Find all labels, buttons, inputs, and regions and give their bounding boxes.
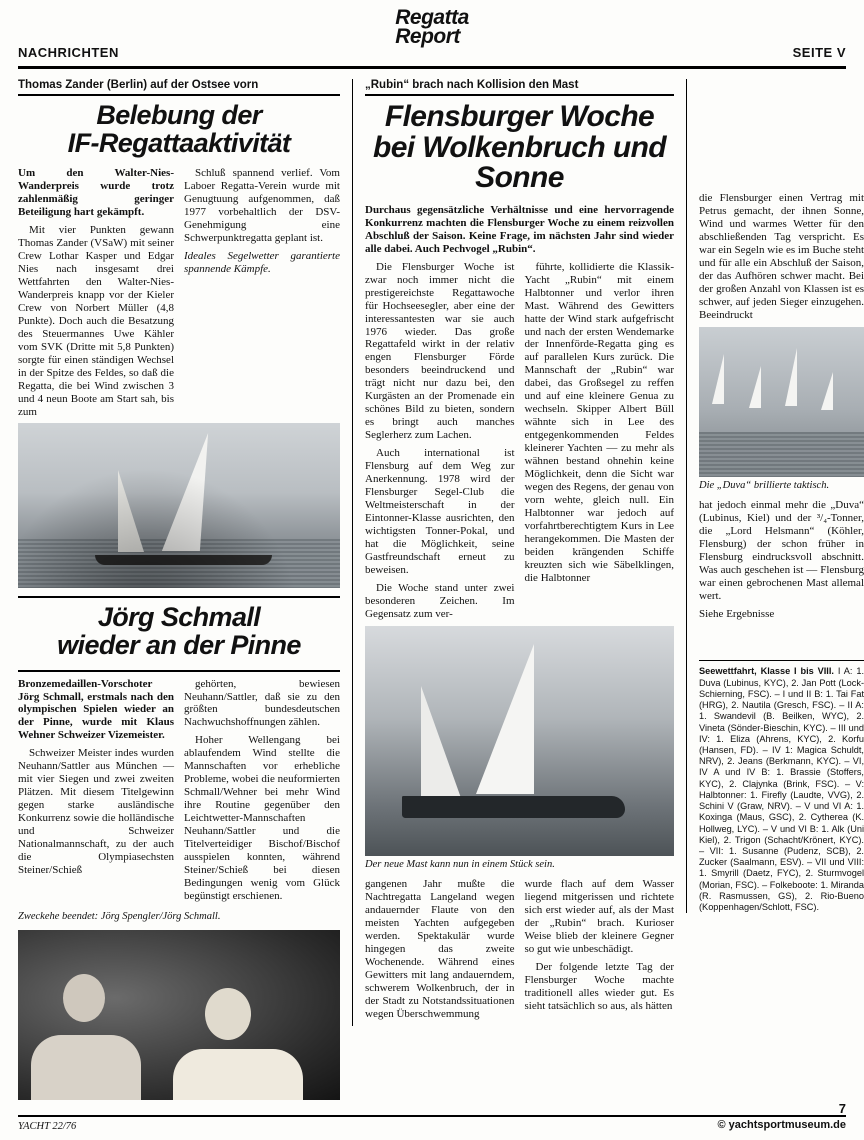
photo-water (18, 539, 340, 589)
masthead-page-label: SEITE V (792, 45, 846, 60)
divider-results (699, 660, 864, 661)
article-center-subcol-1 (365, 261, 515, 626)
results-block (699, 666, 864, 913)
article-right-p2: hat jedoch einmal mehr die „Duva“ (Lubinus, Kiel) und der ³/₄-Tonner, die „Lord Helsmann“ (Köhler, Flensburg) der schon früher in Flensburg eindrucksvoll abschnitt. Was auch geschehen ist — Flensburg war einen gebrochenen Mast allemal wert. (699, 498, 864, 602)
photo-if-dinghy (18, 423, 340, 588)
photo-person-1-head (63, 974, 105, 1022)
headline-line-1: Belebung der (96, 100, 262, 130)
photo-yacht-rubin (365, 626, 674, 856)
article-right-p3: Siehe Ergebnisse (699, 607, 775, 620)
photo-person-1-torso (31, 1035, 141, 1100)
headline2-line-2: wieder an der Pinne (57, 630, 301, 660)
article-center-subcol-2 (525, 261, 675, 626)
photo-fleet-sail-1 (712, 354, 724, 404)
footer-watermark: © yachtsportmuseum.de (717, 1119, 846, 1131)
logo-line-1: Regatta (395, 6, 469, 29)
photo-person-2-torso (173, 1049, 303, 1100)
article-left2-lead: Bronzemedaillen-Vorschoter Jörg Schmall, erstmals nach den olympischen Spielen wieder an der Pinne, wurde mit Klaus Wehner Schweizer Vizemeister. (18, 677, 174, 742)
article-right-p1: die Flensburger einen Vertrag mit Petrus gemacht, der ihnen Sonne, Wind und warmes Wetter für den abschließenden Tag verspricht. Es war ein Segeln wie es im Buche steht und für alle ein Abschluß der Saison, der das Aufhören schwer macht. Bei der großen Anzahl von Klassen ist es schwer, auf jeden Sieger einzugehen. Beeindruckt (699, 192, 864, 321)
article-left-p2: Schluß spannend verlief. Vom Laboer Regatta-Verein wurde mit Genugtuung aufgenommen, daß 1977 vorbehaltlich der DSV-Genehmigung eine Schwerpunktregatta geplant ist. (184, 167, 340, 244)
article-left2-p1: Schweizer Meister indes wurden Neuhann/Sattler aus München — mit vier Siegen und zwei zweiten Plätzen. Mit diesem Titelgewinn gegen starke ausländische Konkurrenz sowie die holländische und Schweizer Nationalmannschaft, zu der auch die Olympiasechsten Steiner/Schieß (18, 747, 174, 877)
results-title: Seewettfahrt, Klasse I bis VIII. (699, 666, 834, 677)
photo-fleet-duva (699, 327, 864, 477)
article-left-headline (18, 102, 340, 157)
center-c1-p2: Auch international ist Flensburg auf dem Weg zur Anerkennung. 1978 wird der Flensburger Segel-Club die Weltmeisterschaft in der Eintonner-Klasse ausrichten, den wichtigsten Tonner-Pokal, und hat die Möglichkeit, seine Gastfreundschaft erneut zu beweisen. (365, 447, 515, 576)
divider-left-1 (18, 596, 340, 598)
article-left2-subcol-2 (184, 678, 340, 908)
center-c1-p1: Die Flensburger Woche ist zwar noch immer nicht die prestigereichste Regattawoche für Hochseesegler, aber eine der interessantesten war sie auch 1976 wieder. Das große Regattafeld wirkt in der relativ engen Flensburger Förde besonders beeindruckend und trägt nicht nur dazu bei, den Kurgästen an der Promenade ein schönes Bild zu bieten, sondern es bringt auch manches Seglerherz zum Lachen. (365, 260, 515, 442)
center-headline-line-1: Flensburger Woche (384, 100, 655, 133)
photo-mainsail-big (476, 644, 534, 794)
photo-caption-schmall: Zweckehe beendet: Jörg Spengler/Jörg Schmall. (18, 911, 221, 922)
photo-fleet-sail-3 (785, 348, 797, 406)
photo-hull (95, 555, 272, 565)
column-center (352, 79, 674, 1026)
page-footer (18, 1101, 846, 1132)
photo-caption-mast: Der neue Mast kann nun in einem Stück sein. (365, 858, 555, 870)
center-c2-p1: führte, kollidierte die Klassik-Yacht „Rubin“ mit einem Halbtonner und verlor ihren Mast. Während des Gewitters hatte der Wind stark aufgefrischt und nach der ersten Wendemarke der Innenförde-Regatta ging es auf parallelen Kurs zurück. Die Mannschaft der „Rubin“ war dabei, das Großsegel zu reffen und auf eine kleinere Genua zu wechseln. Skipper Albert Büll wähnte sich in Lee des entgegenkommenden Feldes kleinerer Yachten — zu mehr als wähnen bestand ohnehin keine Möglichkeit, denn die Sicht war wegen des Regens, der genau von vorn wehte, gleich null. Ein Halbtonner war jedoch auf vorfahrtberechtigtem Kurs in Lee herangekommen. Die Masten der beiden krängenden Schiffe kreuzten sich wie Säbelklingen, die Halbtonner (524, 260, 674, 584)
article-left-lead: Um den Walter-Nies-Wanderpreis wurde trotz zahlenmäßig geringer Beteiligung hart gekämpft. (18, 167, 174, 218)
column-right (686, 79, 864, 913)
divider-left-2 (18, 670, 340, 672)
article-columns (18, 79, 864, 1079)
masthead-left-label: NACHRICHTEN (18, 45, 119, 60)
article-center-headline (365, 102, 674, 194)
photo-jib (118, 470, 144, 552)
photo-caption-duva: Die „Duva“ brillierte taktisch. (699, 479, 830, 491)
page-number: 7 (838, 1101, 846, 1116)
photo-fleet-sail-2 (749, 366, 761, 408)
regatta-report-logo (395, 8, 469, 47)
article-center-bottom-col-1 (365, 878, 515, 1026)
logo-line-2: Report (395, 25, 460, 49)
center-b1: gangenen Jahr mußte die Nachtregatta Langeland wegen andauernder Flaute von den meisten Yachten aufgegeben werden. Spektakulär wurde hingegen das zweite Wochenende. Während eines Gewitters mit lang andauerndem, schwerem Wolkenbruch, der in der Stadt zu Notstandssituationen wegen Überschwemmung (365, 877, 515, 1020)
article-center-bottom-col-2 (525, 878, 675, 1026)
center-b3: Der folgende letzte Tag der Flensburger Woche machte traditionell alles wieder gut. Es sieht tatsächlich so aus, als hätten (524, 960, 674, 1012)
column-left (18, 79, 340, 1100)
center-b2: wurde flach auf dem Wasser liegend mitgerissen und richtete sich erst wieder auf, als der Mast der „Rubin“ brach. Kurioser Weise blieb der kleinere Gegner so gut wie unbeschädigt. (524, 877, 674, 955)
center-headline-line-2: bei Wolkenbruch und Sonne (372, 130, 667, 195)
article-left-p1: Mit vier Punkten gewann Thomas Zander (VSaW) mit seiner Crew Lothar Kasper und Edgar Nies nach insgesamt drei Wettfahrten den Walter-Nies-Wanderpreis knapp vor der Kieler Crew von Norbert Müller (4,8 Punkte). Doch auch die Besatzung des Steuermannes Uwe Kähler vom SVK (Dritte mit 5,8 Punkten) sorgte für einen ständigen Wechsel in der Spitze des Feldes, so daß die Regatta, die bei Wind zwischen 3 und 4 neun Boote am Start sah, bis zum (18, 223, 174, 418)
newspaper-page (0, 6, 864, 1140)
article-left-kicker: Thomas Zander (Berlin) auf der Ostsee vorn (18, 79, 340, 96)
photo-person-2-head (205, 988, 251, 1040)
article-left2-subcol-1 (18, 678, 174, 908)
photo-hull-big (402, 796, 624, 818)
photo-mainsail (162, 433, 208, 551)
article-left-pull-quote: Ideales Segelwetter garantierte spannende Kämpfe. (184, 249, 340, 275)
article-left2-headline (18, 604, 340, 659)
photo-genoa (421, 686, 461, 798)
article-left-subcol-2 (184, 167, 340, 423)
headline-line-2: IF-Regattaaktivität (67, 127, 291, 158)
results-text: I A: 1. Duva (Lubinus, KYC), 2. Jan Pott (Lock-Schierning, FSC). – I und II B: 1. Tai Fat (HRG), 2. Nautila (Gresch, FSC). – II A: 1. Swandevil (B. Beilken, WYC), 2. Vineta (Sönder-Bieschin, KYC). – III und IV: 1. Eliza (Ahrens, KYC), 2. Korfu (Hansen, FD). – IV 1: Magica Schuldt, NRV), 2. Jeans (Berkmann, KYC). – VI, IV A und IV B: 1. Brassie (Stoffers, KYC), 2. Clajynka (Brink, FSC). – V: Halbtonner: 1. Firefly (Laudte, VVG), 2. Schini V (Graw, NRV). – V und VI A: 1. Koxinga (Maus, GSC), 2. Cytherea (K. Hollweg, LYC). – V und VI B: 1. Alk (Uni Kiel), 2. Trigon (Schacht/Krönert, KYC). – VII: 1. Susanne (Pudenz, SCB), 2. Zucker (Saalmann, ESV). – VII und VIII: 1. Smyrill (Daetz, FYC), 2. Sturmvogel (Morian, FSC). – Folkeboote: 1. Miranda (R. Rasmussen, GS), 2. Rio-Bueno (Koppenhagen/Schlott, FSC). (699, 666, 864, 913)
photo-two-men (18, 930, 340, 1100)
article-center-kicker: „Rubin“ brach nach Kollision den Mast (365, 79, 674, 96)
photo-fleet-sail-4 (821, 372, 833, 410)
center-c1-p3: Die Woche stand unter zwei besonderen Zeichen. Im Gegensatz zum ver- (365, 581, 515, 620)
article-left2-p3: Hoher Wellengang bei ablaufendem Wind stellte die Mannschaften vor erhebliche Probleme, wobei die neuformierten Schmall/Wehner bei mehr Wind ihre Routine gegenüber den Leichtwetter-Mannschaften Neuhann/Sattler und die Titelverteidiger Bischof/Bischof ausspielen konnten, während Steiner/Schieß bei diesen Bedingungen wenig vom Glück begünstigt erschienen. (184, 734, 340, 903)
masthead (18, 6, 846, 69)
headline2-line-1: Jörg Schmall (97, 602, 261, 633)
article-left-subcol-1 (18, 167, 174, 423)
photo-fleet-water (699, 432, 864, 477)
article-center-lead: Durchaus gegensätzliche Verhältnisse und eine hervorragende Konkurrenz machten die Flensburger Woche zu einem reizvollen Abschluß der Saison. Keine Frage, im nächsten Jahr sind wieder alle dabei. Auch Pechvogel „Rubin“. (365, 203, 674, 255)
article-left2-p2: gehörten, bewiesen Neuhann/Sattler, daß sie zu den größten bundesdeutschen Nachwuchshoffnungen zählen. (184, 677, 340, 729)
footer-issue-label: YACHT 22/76 (18, 1121, 77, 1132)
